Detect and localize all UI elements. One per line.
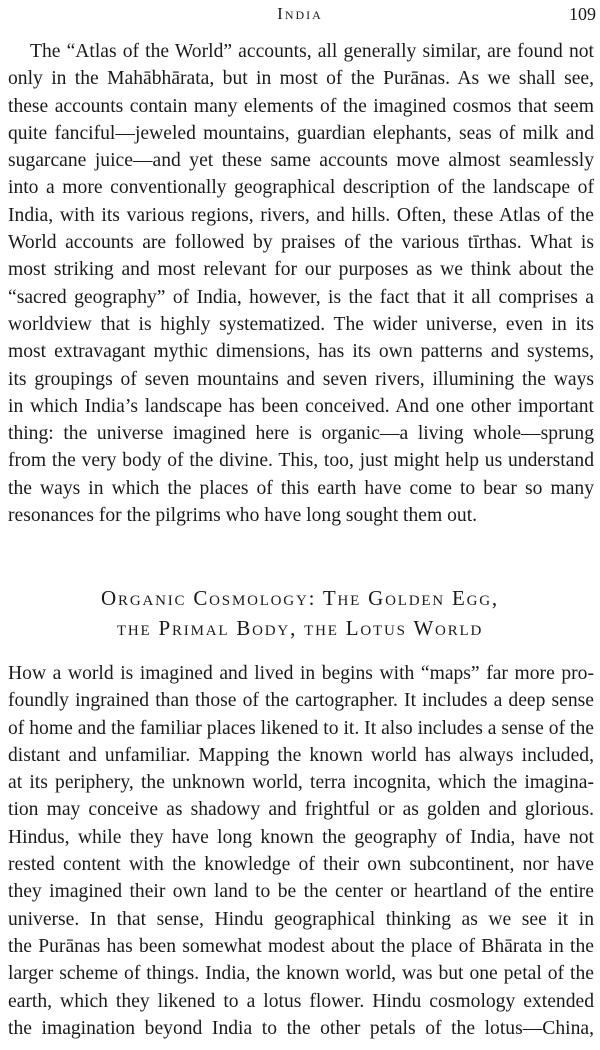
text-line: in which India’s landscape has been conceived. And one other important xyxy=(8,395,594,417)
text-line: sugarcane juice—and yet these same accounts move almost seamlessly xyxy=(8,150,594,172)
text-line: earth, which they likened to a lotus flower. Hindu cosmology extended xyxy=(8,990,594,1012)
text-line: worldview that is highly systematized. The wider universe, even in its xyxy=(8,313,594,335)
text-line: only in the Mahābhārata, but in most of the Purānas. As we shall see, xyxy=(8,68,594,90)
text-line: The “Atlas of the World” accounts, all generally similar, are found not xyxy=(30,41,594,62)
section-heading-line-2: the Primal Body, the Lotus World xyxy=(116,616,484,640)
text-line: larger scheme of things. India, the known world, was but one petal of the xyxy=(8,963,594,985)
text-line: Hindus, while they have long known the geography of India, have not xyxy=(8,826,594,848)
text-line: India, with its various regions, rivers, and hills. Often, these Atlas of the xyxy=(8,204,594,226)
text-line: universe. In that sense, Hindu geographical thinking as we see it in xyxy=(8,908,594,930)
body-paragraph-2 xyxy=(8,660,594,1042)
text-line: the imagination beyond India to the other petals of the lotus—China, xyxy=(8,1017,594,1039)
running-title: India xyxy=(277,4,323,23)
text-line: foundly ingrained than those of the cartographer. It includes a deep sense xyxy=(8,690,594,712)
text-line: most extravagant mythic dimensions, has its own patterns and systems, xyxy=(8,341,594,363)
text-line: distant and unfamiliar. Mapping the known world has always included, xyxy=(8,744,594,766)
text-line: resonances for the pilgrims who have long sought them out. xyxy=(8,505,478,527)
text-line: tion may conceive as shadowy and frightful or as golden and glorious. xyxy=(8,799,594,821)
text-line: its groupings of seven mountains and seven rivers, illumining the ways xyxy=(8,368,594,390)
text-line: World accounts are followed by praises of the various tīrthas. What is xyxy=(8,232,594,254)
text-line: the Purānas has been somewhat modest about the place of Bhārata in the xyxy=(8,935,594,957)
page-number: 109 xyxy=(569,4,596,24)
section-heading-line-1: Organic Cosmology: The Golden Egg, xyxy=(101,586,499,610)
text-line: these accounts contain many elements of the imagined cosmos that seem xyxy=(8,95,594,117)
section-heading xyxy=(0,583,600,643)
text-line: “sacred geography” of India, however, is the fact that it all comprises a xyxy=(8,286,594,308)
running-header xyxy=(0,2,600,26)
text-line: from the very body of the divine. This, too, just might help us understand xyxy=(8,450,594,472)
text-line: most striking and most relevant for our purposes as we think about the xyxy=(8,259,594,281)
text-line: they imagined their own land to be the center or heartland of the entire xyxy=(8,881,594,903)
text-line: rested content with the knowledge of their own subcontinent, nor have xyxy=(8,854,594,876)
text-line: at its periphery, the unknown world, terra incognita, which the imagina- xyxy=(8,772,594,794)
text-line: How a world is imagined and lived in begins with “maps” far more pro- xyxy=(8,663,594,684)
text-line: of home and the familiar places likened to it. It also includes a sense of the xyxy=(8,717,594,739)
text-line: the ways in which the places of this earth have come to bear so many xyxy=(8,477,594,499)
text-line: thing: the universe imagined here is organic—a living whole—sprung xyxy=(8,423,594,445)
text-line: quite fanciful—jeweled mountains, guardian elephants, seas of milk and xyxy=(8,122,594,144)
body-paragraph-1 xyxy=(8,38,594,529)
text-line: into a more conventionally geographical description of the landscape of xyxy=(8,177,594,199)
